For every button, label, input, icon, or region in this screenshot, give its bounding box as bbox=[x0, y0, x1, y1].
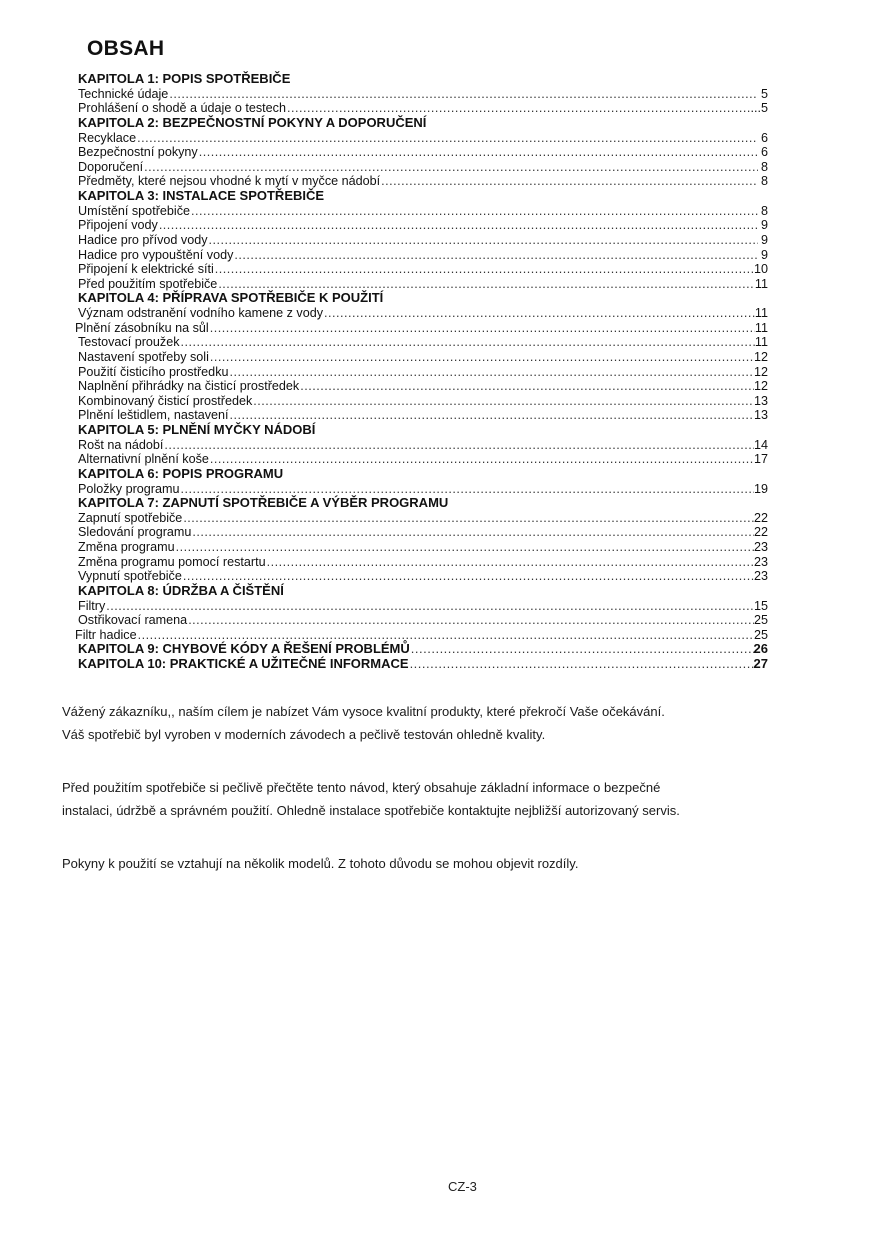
toc-label: Plnění leštidlem, nastavení bbox=[78, 408, 229, 423]
toc-entry[interactable] bbox=[78, 233, 768, 248]
toc-chapter-heading[interactable] bbox=[78, 72, 768, 87]
toc-entry[interactable] bbox=[78, 482, 768, 497]
page-title: OBSAH bbox=[87, 37, 165, 60]
toc-entry[interactable] bbox=[78, 87, 768, 102]
toc-label: Použití čisticího prostředku bbox=[78, 364, 229, 379]
toc-leader-dots bbox=[137, 131, 758, 146]
toc-entry[interactable] bbox=[78, 540, 768, 555]
toc-label: Vypnutí spotřebiče bbox=[78, 569, 182, 584]
toc-label: Plnění zásobníku na sůl bbox=[75, 320, 209, 335]
toc-page-number: 15 bbox=[753, 598, 768, 613]
toc-label: Změna programu bbox=[78, 540, 175, 554]
toc-label: Naplnění přihrádky na čisticí prostředek bbox=[78, 379, 300, 394]
toc-label: Doporučení bbox=[78, 159, 144, 174]
toc-label: Nastavení spotřeby soli bbox=[78, 349, 209, 364]
toc-page-number: 12 bbox=[753, 364, 768, 379]
intro-text bbox=[62, 700, 802, 875]
toc-label: KAPITOLA 7: ZAPNUTÍ SPOTŘEBIČE A VÝBĚR PROGRAMU bbox=[78, 495, 449, 511]
toc-entry[interactable] bbox=[78, 160, 768, 175]
toc-label: Sledování programu bbox=[78, 525, 192, 540]
toc-leader-dots bbox=[234, 248, 758, 263]
toc-leader-dots bbox=[210, 350, 754, 365]
intro-paragraph-instructions bbox=[62, 776, 802, 822]
toc-page-number: 8 bbox=[760, 159, 768, 174]
toc-entry[interactable] bbox=[78, 394, 768, 409]
toc-label: KAPITOLA 10: PRAKTICKÉ A UŽITEČNÉ INFORMACE bbox=[78, 656, 409, 671]
toc-page-number: 8 bbox=[760, 203, 768, 218]
toc-page-number: 9 bbox=[760, 232, 768, 247]
toc-label: Prohlášení o shodě a údaje o testech bbox=[78, 101, 286, 116]
toc-leader-dots bbox=[188, 613, 754, 628]
toc-entry[interactable] bbox=[78, 277, 768, 292]
toc-label: KAPITOLA 8: ÚDRŽBA A ČIŠTĚNÍ bbox=[78, 582, 284, 598]
toc-leader-dots bbox=[230, 408, 754, 423]
toc-page-number: 11 bbox=[754, 335, 768, 350]
toc-leader-dots bbox=[183, 569, 754, 584]
toc-leader-dots bbox=[253, 394, 754, 409]
toc-page-number: 23 bbox=[753, 569, 768, 584]
toc-label: KAPITOLA 4: PŘÍPRAVA SPOTŘEBIČE K POUŽITÍ bbox=[78, 290, 384, 306]
toc-label: Technické údaje bbox=[78, 86, 169, 101]
toc-label: Změna programu pomocí restartu bbox=[78, 554, 266, 569]
toc-entry[interactable] bbox=[78, 365, 768, 380]
toc-leader-dots bbox=[106, 599, 754, 614]
toc-chapter-heading[interactable] bbox=[78, 423, 768, 438]
toc-label: Filtr hadice bbox=[75, 627, 137, 642]
toc-leader-dots bbox=[215, 262, 754, 277]
toc-chapter-heading[interactable] bbox=[78, 116, 768, 131]
toc-label: KAPITOLA 6: POPIS PROGRAMU bbox=[78, 465, 284, 481]
toc-leader-dots bbox=[410, 657, 754, 672]
toc-label: Před použitím spotřebiče bbox=[78, 276, 218, 291]
toc-entry[interactable] bbox=[75, 321, 768, 336]
toc-page-number: 6 bbox=[760, 130, 768, 145]
toc-leader-dots bbox=[230, 365, 754, 380]
toc-page-number: 22 bbox=[753, 525, 768, 540]
toc-label: KAPITOLA 5: PLNĚNÍ MYČKY NÁDOBÍ bbox=[78, 422, 316, 437]
toc-page-number: 22 bbox=[753, 510, 768, 525]
toc-leader-dots bbox=[144, 160, 758, 175]
toc-entry[interactable] bbox=[78, 379, 768, 394]
toc-leader-dots bbox=[191, 204, 758, 219]
toc-entry[interactable] bbox=[78, 131, 768, 146]
toc-entry[interactable] bbox=[78, 145, 768, 160]
toc-page-number: 12 bbox=[753, 349, 768, 364]
toc-entry[interactable] bbox=[78, 525, 768, 540]
toc-chapter-heading[interactable] bbox=[78, 584, 768, 599]
toc-leader-dots bbox=[183, 511, 754, 526]
intro-line: instalaci, údržbě a správném použití. Ohledně instalace spotřebiče kontaktujte nejbližší autorizovaný servis. bbox=[62, 803, 680, 818]
toc-leader-dots bbox=[287, 101, 751, 116]
toc-leader-dots bbox=[218, 277, 755, 292]
intro-paragraph-models bbox=[62, 852, 802, 875]
toc-entry[interactable] bbox=[78, 599, 768, 614]
toc-page-number: 23 bbox=[753, 540, 768, 554]
toc-label: Testovací proužek bbox=[78, 335, 180, 350]
toc-page-number: 26 bbox=[753, 641, 768, 657]
toc-leader-dots bbox=[210, 321, 755, 336]
toc-entry[interactable] bbox=[78, 101, 768, 116]
intro-paragraph-greeting bbox=[62, 700, 802, 746]
toc-page-number: 8 bbox=[760, 174, 768, 189]
toc-label: KAPITOLA 1: POPIS SPOTŘEBIČE bbox=[78, 71, 291, 86]
toc-page-number: 12 bbox=[753, 379, 768, 394]
toc-label: Hadice pro přívod vody bbox=[78, 232, 208, 247]
toc-label: Předměty, které nejsou vhodné k mytí v myčce nádobí bbox=[78, 174, 381, 189]
toc-chapter-heading[interactable] bbox=[78, 657, 768, 672]
toc-label: Ostřikovací ramena bbox=[78, 613, 188, 628]
toc-label: KAPITOLA 2: BEZPEČNOSTNÍ POKYNY A DOPORUČENÍ bbox=[78, 114, 427, 130]
toc-label: KAPITOLA 9: CHYBOVÉ KÓDY A ŘEŠENÍ PROBLÉMŮ bbox=[78, 641, 410, 657]
toc-leader-dots bbox=[381, 174, 758, 189]
toc-page-number: 13 bbox=[753, 408, 768, 423]
toc-leader-dots bbox=[181, 335, 755, 350]
toc-page-number: 25 bbox=[753, 613, 768, 628]
toc-label: Kombinovaný čisticí prostředek bbox=[78, 393, 253, 408]
toc-page-number: 23 bbox=[753, 554, 768, 569]
intro-line: Pokyny k použití se vztahují na několik modelů. Z tohoto důvodu se mohou objevit rozdíly. bbox=[62, 856, 579, 871]
toc-leader-dots bbox=[209, 233, 758, 248]
toc-page-number: 5 bbox=[760, 86, 768, 101]
toc-label: KAPITOLA 3: INSTALACE SPOTŘEBIČE bbox=[78, 188, 325, 203]
toc-leader-dots bbox=[199, 145, 758, 160]
toc-page-number: 9 bbox=[760, 218, 768, 233]
intro-line: Před použitím spotřebiče si pečlivě přečtěte tento návod, který obsahuje základní informace o bezpečné bbox=[62, 780, 661, 795]
toc-page-number: 9 bbox=[760, 247, 768, 262]
toc-entry[interactable] bbox=[78, 555, 768, 570]
toc-entry[interactable] bbox=[78, 350, 768, 365]
intro-line: Váš spotřebič byl vyroben v moderních závodech a pečlivě testován ohledně kvality. bbox=[62, 727, 546, 742]
toc-page-number: 27 bbox=[753, 656, 768, 671]
intro-line: Vážený zákazníku,, naším cílem je nabízet Vám vysoce kvalitní produkty, které překročí Vaše očekávání. bbox=[62, 704, 665, 719]
toc-page-number: 25 bbox=[753, 627, 768, 642]
toc-label: Zapnutí spotřebiče bbox=[78, 510, 183, 525]
toc-label: Význam odstranění vodního kamene z vody bbox=[78, 306, 324, 320]
toc-chapter-heading[interactable] bbox=[78, 642, 768, 657]
toc-label: Položky programu bbox=[78, 481, 180, 496]
toc-label: Filtry bbox=[78, 598, 106, 613]
toc-entry[interactable] bbox=[78, 218, 768, 233]
toc-page-number: ...5 bbox=[750, 101, 768, 116]
toc-entry[interactable] bbox=[78, 174, 768, 189]
toc-entry[interactable] bbox=[78, 511, 768, 526]
toc-leader-dots bbox=[169, 87, 758, 102]
toc-leader-dots bbox=[181, 482, 754, 497]
toc-label: Hadice pro vypouštění vody bbox=[78, 247, 234, 262]
page-number: CZ-3 bbox=[448, 1179, 477, 1194]
toc-entry[interactable] bbox=[78, 408, 768, 423]
toc-leader-dots bbox=[267, 555, 754, 570]
toc-leader-dots bbox=[159, 218, 758, 233]
toc-chapter-heading[interactable] bbox=[78, 291, 768, 306]
toc-leader-dots bbox=[411, 642, 754, 657]
toc-leader-dots bbox=[300, 379, 754, 394]
toc-page-number: 6 bbox=[760, 145, 768, 160]
toc-page-number: 11 bbox=[754, 306, 768, 320]
toc-entry[interactable] bbox=[78, 262, 768, 277]
toc-page-number: 13 bbox=[753, 393, 768, 408]
toc-page-number: 11 bbox=[754, 320, 768, 335]
toc-entry[interactable] bbox=[78, 335, 768, 350]
toc-label: Připojení vody bbox=[78, 218, 158, 233]
toc-page-number: 11 bbox=[754, 276, 768, 291]
table-of-contents bbox=[75, 71, 768, 672]
toc-chapter-heading[interactable] bbox=[78, 496, 768, 511]
toc-leader-dots bbox=[192, 525, 754, 540]
toc-page-number: 17 bbox=[753, 452, 768, 467]
toc-label: Bezpečnostní pokyny bbox=[78, 145, 198, 160]
toc-entry[interactable] bbox=[78, 613, 768, 628]
toc-leader-dots bbox=[176, 540, 754, 555]
toc-entry[interactable] bbox=[78, 306, 768, 321]
toc-label: Umístění spotřebiče bbox=[78, 203, 190, 218]
toc-page-number: 10 bbox=[753, 262, 768, 277]
toc-page-number: 14 bbox=[753, 437, 768, 452]
toc-entry[interactable] bbox=[78, 204, 768, 219]
toc-label: Recyklace bbox=[78, 130, 137, 145]
toc-label: Alternativní plnění koše bbox=[78, 452, 209, 467]
toc-entry[interactable] bbox=[78, 452, 768, 467]
toc-label: Rošt na nádobí bbox=[78, 437, 164, 452]
toc-chapter-heading[interactable] bbox=[78, 467, 768, 482]
toc-leader-dots bbox=[324, 306, 755, 321]
toc-entry[interactable] bbox=[78, 569, 768, 584]
toc-chapter-heading[interactable] bbox=[78, 189, 768, 204]
toc-leader-dots bbox=[164, 438, 754, 453]
toc-page-number: 19 bbox=[753, 481, 768, 496]
toc-entry[interactable] bbox=[78, 248, 768, 263]
toc-label: Připojení k elektrické síti bbox=[78, 262, 214, 277]
toc-entry[interactable] bbox=[78, 438, 768, 453]
toc-leader-dots bbox=[210, 452, 754, 467]
